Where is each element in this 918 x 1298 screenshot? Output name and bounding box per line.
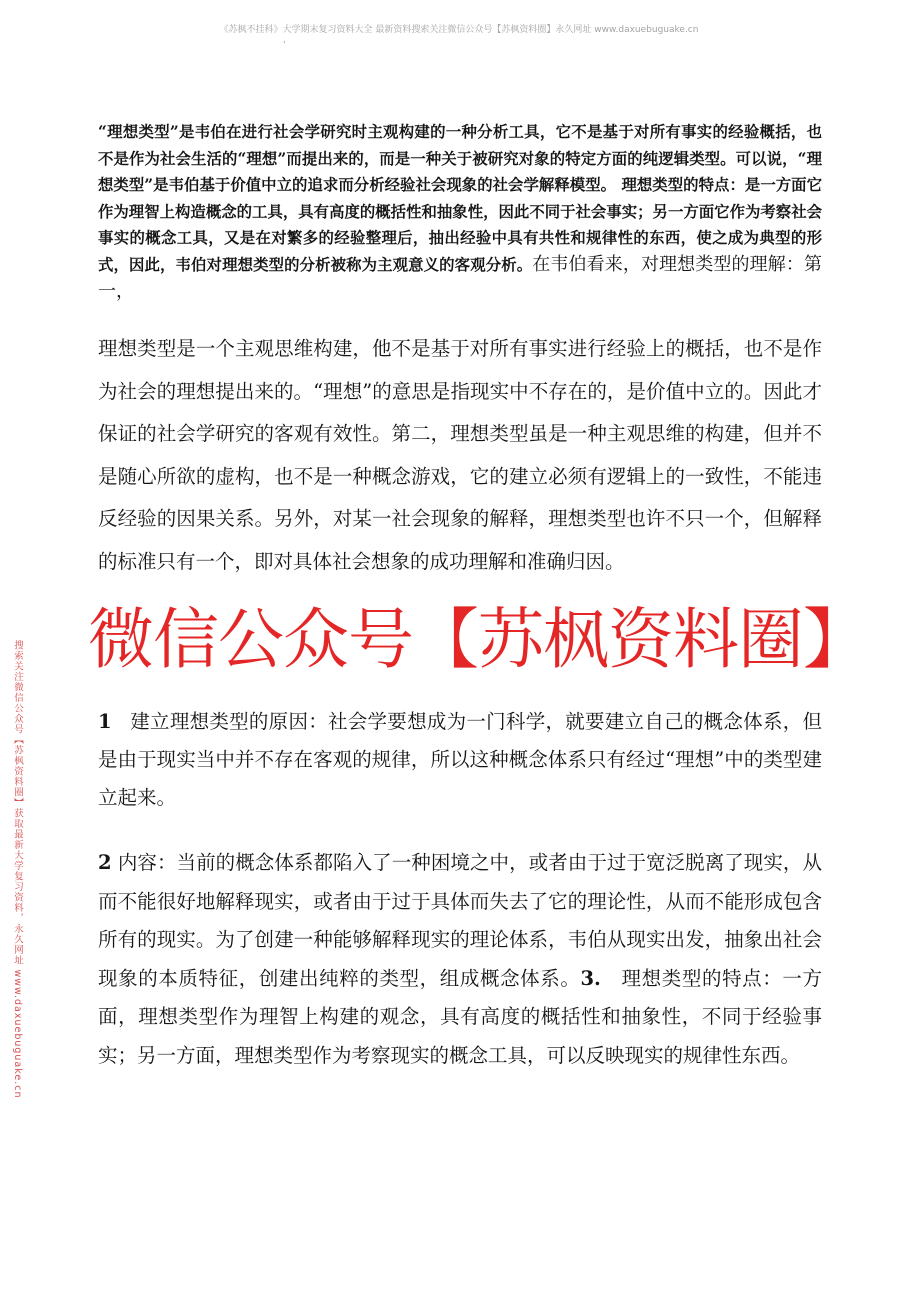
item-number: 2 bbox=[98, 851, 112, 874]
numbered-item-2 bbox=[98, 844, 822, 1075]
item-number: 1 bbox=[98, 710, 112, 733]
header-mark: ， bbox=[283, 35, 293, 45]
side-watermark: 搜索关注微信公众号【苏枫资料圈】获取最新大学复习资料，永久网址 www.daxuebuguake.cn bbox=[12, 640, 23, 1099]
paragraph-ideal-type-understanding: 理想类型是一个主观思维构建，他不是基于对所有事实进行经验上的概括，也不是作为社会的理想提出来的。“理想”的意思是指现实中不存在的，是价值中立的。因此才保证的社会学研究的客观有效性。第二，理想类型虽是一种主观思维的构建，但并不是随心所欲的虚构，也不是一种概念游戏，它的建立必须有逻辑上的一致性，不能违反经验的因果关系。另外，对某一社会现象的解释，理想类型也许不只一个，但解释的标准只有一个，即对具体社会想象的成功理解和准确归因。 bbox=[98, 337, 822, 573]
page-header: 《苏枫不挂科》大学期末复习资料大全 最新资料搜索关注微信公众号【苏枫资料圈】永久网址 www.daxuebuguake.cn bbox=[219, 25, 699, 35]
item-text-3: 理想类型的特点：一方面，理想类型作为理智上构建的观念，具有高度的概括性和抽象性，不同于经验事实；另一方面，理想类型作为考察现实的概念工具，可以反映现实的规律性东西。 bbox=[98, 966, 822, 1067]
paragraph-text: “理想类型”是韦伯在进行社会学研究时主观构建的一种分析工具，它不是基于对所有事实的经验概括，也不是作为社会生活的“理想”而提出来的，而是一种关于被研究对象的特定方面的纯逻辑类型。可以说，“理想类型”是韦伯基于价值中立的追求而分析经验社会现象的社会学解释模型。 理想类型的特点：是一方面它作为理智上构造概念的工具，具有高度的概括性和抽象性，因此不同于社会事实；另一方面它作为考察社会事实的概念工具，又是在对繁多的经验整理后，抽出经验中具有共性和规律性的东西，使之成为典型的形式，因此，韦伯对理想类型的分析被称为主观意义的客观分析。 bbox=[98, 123, 822, 274]
paragraph-ideal-type-definition bbox=[98, 119, 822, 305]
numbered-item-1 bbox=[98, 703, 822, 817]
item-text: 建立理想类型的原因：社会学要想成为一门科学，就要建立自己的概念体系，但是由于现实当中并不存在客观的规律，所以这种概念体系只有经过“理想”中的类型建立起来。 bbox=[98, 710, 822, 809]
watermark-overlay: 微信公众号【苏枫资料圈】 bbox=[88, 601, 868, 678]
item-number-3: 3. bbox=[580, 966, 601, 990]
paragraph-tail: 在韦伯看来，对理想类型的理解：第一， bbox=[98, 253, 822, 302]
item-text: 内容：当前的概念体系都陷入了一种困境之中，或者由于过于宽泛脱离了现实，从而不能很好地解释现实，或者由于过于具体而失去了它的理论性，从而不能形成包含所有的现实。为了创建一种能够解释现实的理论体系，韦伯从现实出发，抽象出社会现象的本质特征，创建出纯粹的类型，组成概念体系。 bbox=[98, 851, 822, 990]
